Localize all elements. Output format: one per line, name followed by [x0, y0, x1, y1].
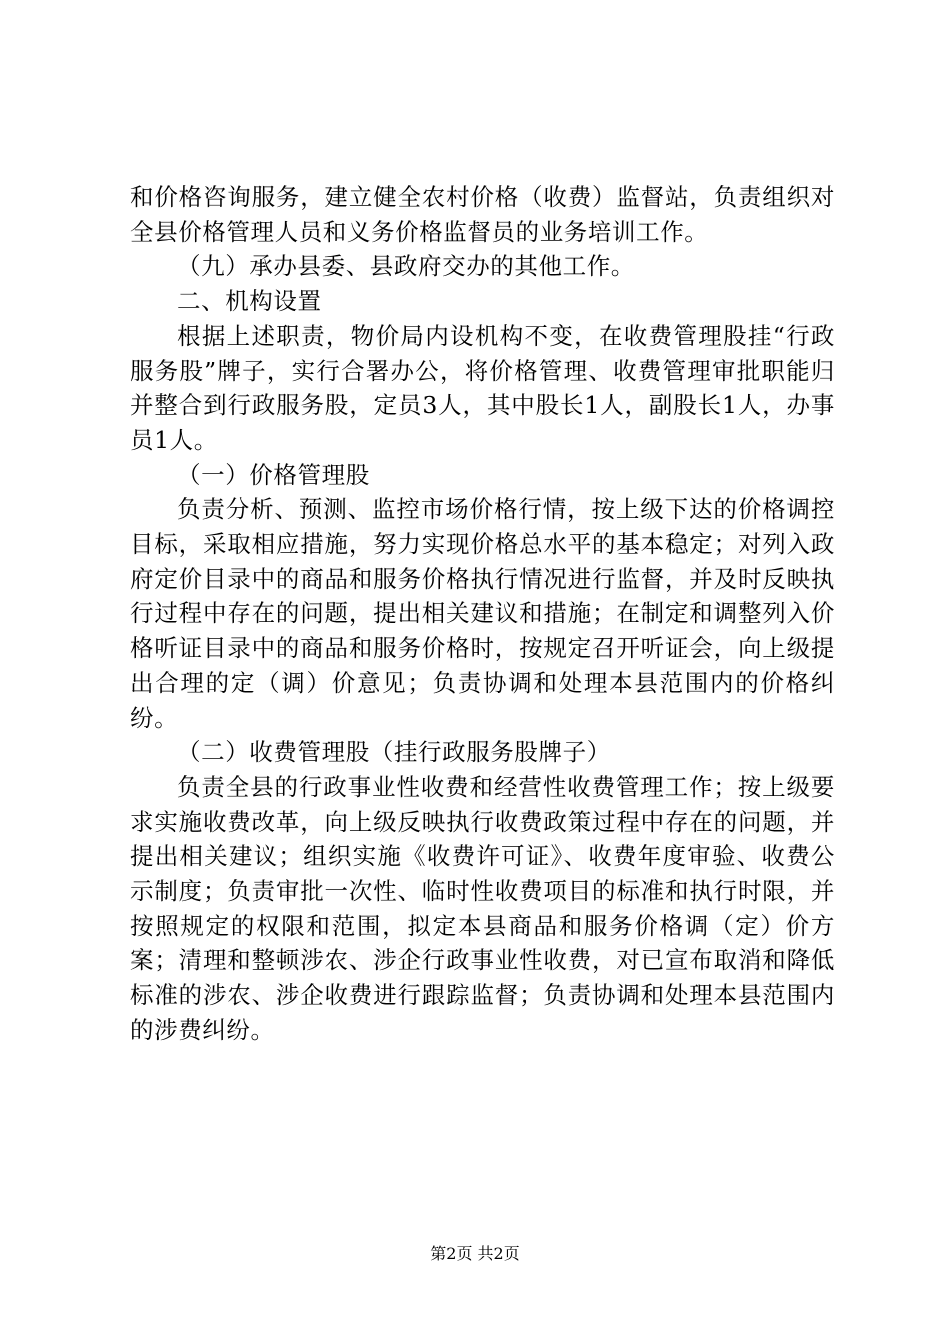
document-body [130, 180, 835, 1048]
paragraph-item-nine: （九）承办县委、县政府交办的其他工作。 [177, 252, 635, 281]
paragraph-organization-setup: 根据上述职责，物价局内设机构不变，在收费管理股挂“行政服务股”牌子，实行合署办公，将价格管理、收费管理审批职能归并整合到行政服务股，定员3人，其中股长1人，副股长1人，办事员1人。 [130, 321, 835, 454]
paragraph-continuation: 和价格咨询服务，建立健全农村价格（收费）监督站，负责组织对全县价格管理人员和义务价格监督员的业务培训工作。 [130, 183, 835, 246]
subheading-fee-management: （二）收费管理股（挂行政服务股牌子） [177, 738, 611, 767]
subheading-price-management: （一）价格管理股 [177, 460, 370, 489]
page-number: 第2页 共2页 [430, 1244, 520, 1263]
paragraph-price-management: 负责分析、预测、监控市场价格行情，按上级下达的价格调控目标，采取相应措施，努力实现价格总水平的基本稳定；对列入政府定价目录中的商品和服务价格执行情况进行监督，并及时反映执行过程中存在的问题，提出相关建议和措施；在制定和调整列入价格听证目录中的商品和服务价格时，按规定召开听证会，向上级提出合理的定（调）价意见；负责协调和处理本县范围内的价格纠纷。 [130, 495, 835, 732]
section-heading-organization: 二、机构设置 [177, 287, 322, 316]
paragraph-fee-management: 负责全县的行政事业性收费和经营性收费管理工作；按上级要求实施收费改革，向上级反映执行收费政策过程中存在的问题，并提出相关建议；组织实施《收费许可证》、收费年度审验、收费公示制度；负责审批一次性、临时性收费项目的标准和执行时限，并按照规定的权限和范围，拟定本县商品和服务价格调（定）价方案；清理和整顿涉农、涉企行政事业性收费，对已宣布取消和降低标准的涉农、涉企收费进行跟踪监督；负责协调和处理本县范围内的涉费纠纷。 [130, 772, 835, 1044]
